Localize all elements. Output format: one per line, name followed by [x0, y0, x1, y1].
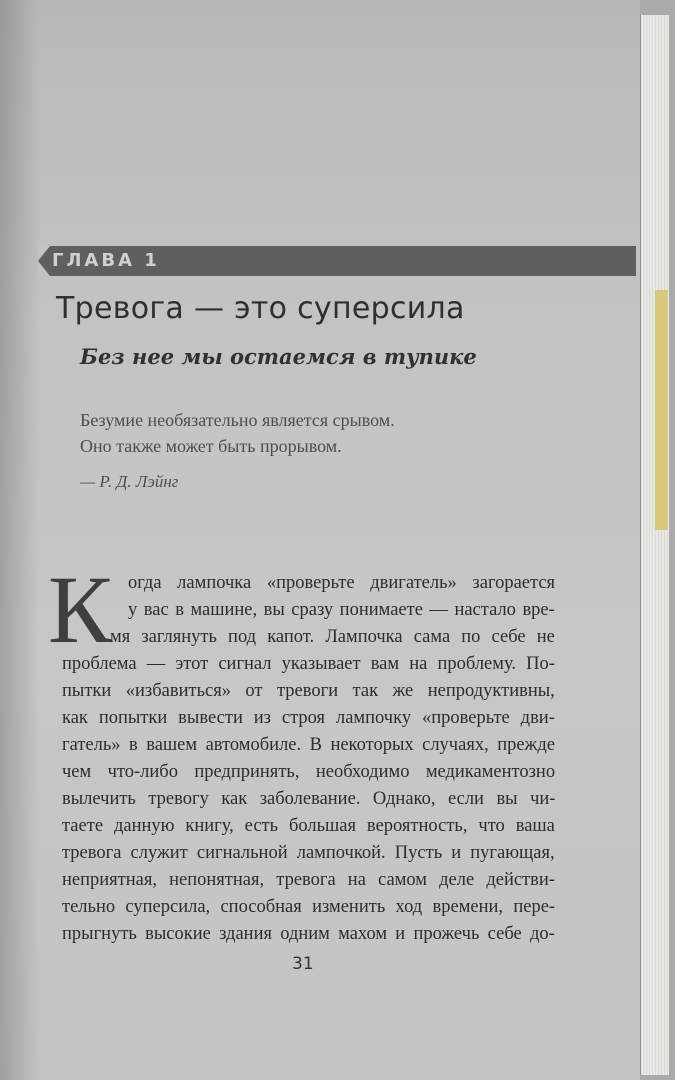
bookmark-tab	[655, 290, 668, 530]
body-line: мя заглянуть под капот. Лампочка сама по себе не	[110, 627, 555, 647]
body-line: вылечить тревогу как заболевание. Однако, если вы чи-	[62, 789, 556, 809]
chapter-label: ГЛАВА 1	[52, 250, 160, 271]
body-line: пытки «избавиться» от тревоги так же непродуктивны,	[62, 681, 555, 701]
drop-cap: К	[48, 556, 113, 663]
chapter-title: Тревога — это суперсила	[56, 291, 465, 326]
body-line: как попытки вывести из строя лампочку «проверьте дви-	[62, 708, 555, 728]
body-line: у вас в машине, вы сразу понимаете — настало вре-	[128, 600, 555, 620]
page-edges	[640, 15, 669, 1075]
body-line: прыгнуть высокие здания одним махом и прожечь себе до-	[62, 924, 555, 944]
epigraph-author: — Р. Д. Лэйнг	[80, 472, 179, 491]
body-line: гатель» в вашем автомобиле. В некоторых случаях, прежде	[62, 735, 555, 755]
body-line: неприятная, непонятная, тревога на самом деле действи-	[62, 870, 555, 890]
body-line: тельно суперсила, способная изменить ход времени, пере-	[62, 897, 556, 917]
page-number: 31	[292, 954, 314, 974]
body-line: огда лампочка «проверьте двигатель» загорается	[128, 573, 556, 593]
chapter-subtitle: Без нее мы остаемся в тупике	[80, 344, 477, 369]
body-line: проблема — этот сигнал указывает вам на проблему. По-	[62, 654, 555, 674]
body-line: тревога служит сигнальной лампочкой. Пусть и пугающая,	[62, 843, 555, 863]
page-gutter-shadow	[0, 0, 40, 1080]
body-line: таете данную книгу, есть большая вероятность, что ваша	[62, 816, 555, 836]
body-line: чем что-либо предпринять, необходимо медикаментозно	[62, 762, 556, 782]
epigraph-line: Оно также может быть прорывом.	[80, 436, 342, 456]
chapter-bar-notch	[38, 246, 50, 276]
epigraph-line: Безумие необязательно является срывом.	[80, 410, 395, 430]
